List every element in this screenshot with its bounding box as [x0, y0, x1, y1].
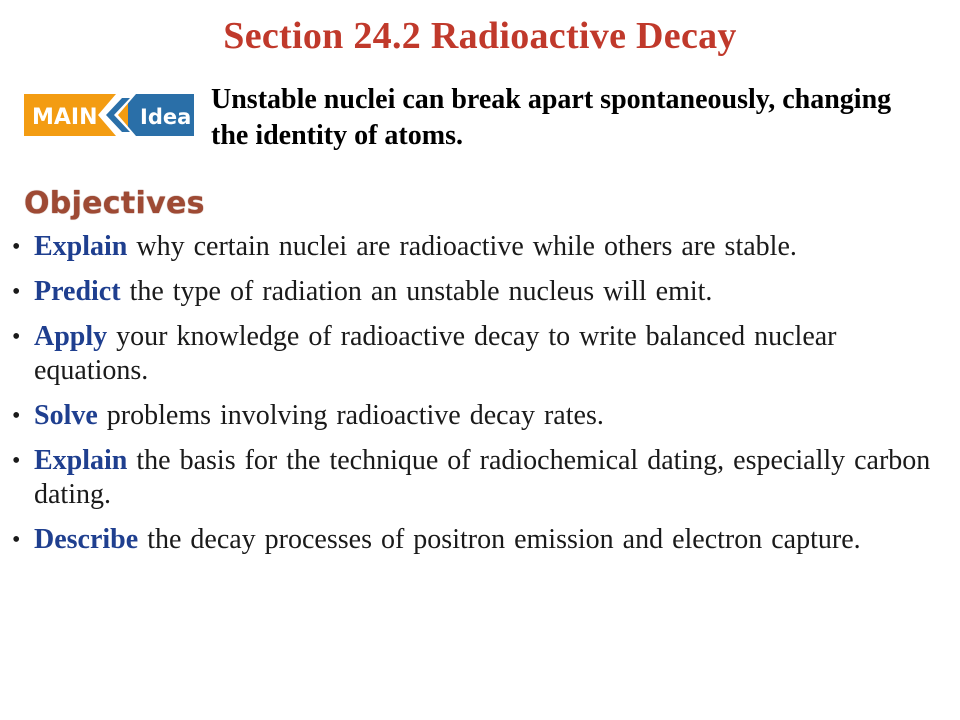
objective-verb: Predict — [34, 276, 121, 307]
objective-verb: Explain — [34, 231, 128, 262]
objectives-heading: Objectives — [24, 186, 205, 221]
objective-text: the basis for the technique of radiochemical dating, especially carbon dating. — [34, 445, 931, 510]
bullet-icon: • — [12, 279, 21, 305]
bullet-icon: • — [12, 234, 21, 260]
objective-text: the type of radiation an unstable nucleus will emit. — [120, 276, 713, 307]
objective-item — [8, 399, 943, 433]
bullet-icon: • — [12, 527, 21, 553]
main-idea-logo — [24, 94, 194, 136]
objective-text: why certain nuclei are radioactive while others are stable. — [127, 231, 797, 262]
objective-text: the decay processes of positron emission and electron capture. — [138, 524, 861, 555]
main-idea-text: Unstable nuclei can break apart spontaneously, changing the identity of atoms. — [211, 84, 892, 151]
objective-verb: Describe — [34, 524, 139, 555]
slide-title: Section 24.2 Radioactive Decay — [223, 15, 737, 57]
objective-item — [8, 275, 943, 309]
logo-main-text: MAIN — [32, 105, 98, 130]
logo-idea-text: Idea — [140, 105, 192, 129]
objective-verb: Solve — [34, 400, 98, 431]
bullet-icon: • — [12, 448, 21, 474]
objective-verb: Apply — [34, 321, 108, 352]
bullet-icon: • — [12, 403, 21, 429]
objective-text: problems involving radioactive decay rates. — [97, 400, 604, 431]
objective-verb: Explain — [34, 445, 128, 476]
objective-item — [8, 523, 943, 557]
objective-text: your knowledge of radioactive decay to write balanced nuclear equations. — [34, 321, 837, 386]
bullet-icon: • — [12, 324, 21, 350]
objective-item — [8, 230, 943, 264]
objective-item — [8, 320, 943, 388]
objective-item — [8, 444, 943, 512]
objectives-list — [8, 230, 943, 568]
